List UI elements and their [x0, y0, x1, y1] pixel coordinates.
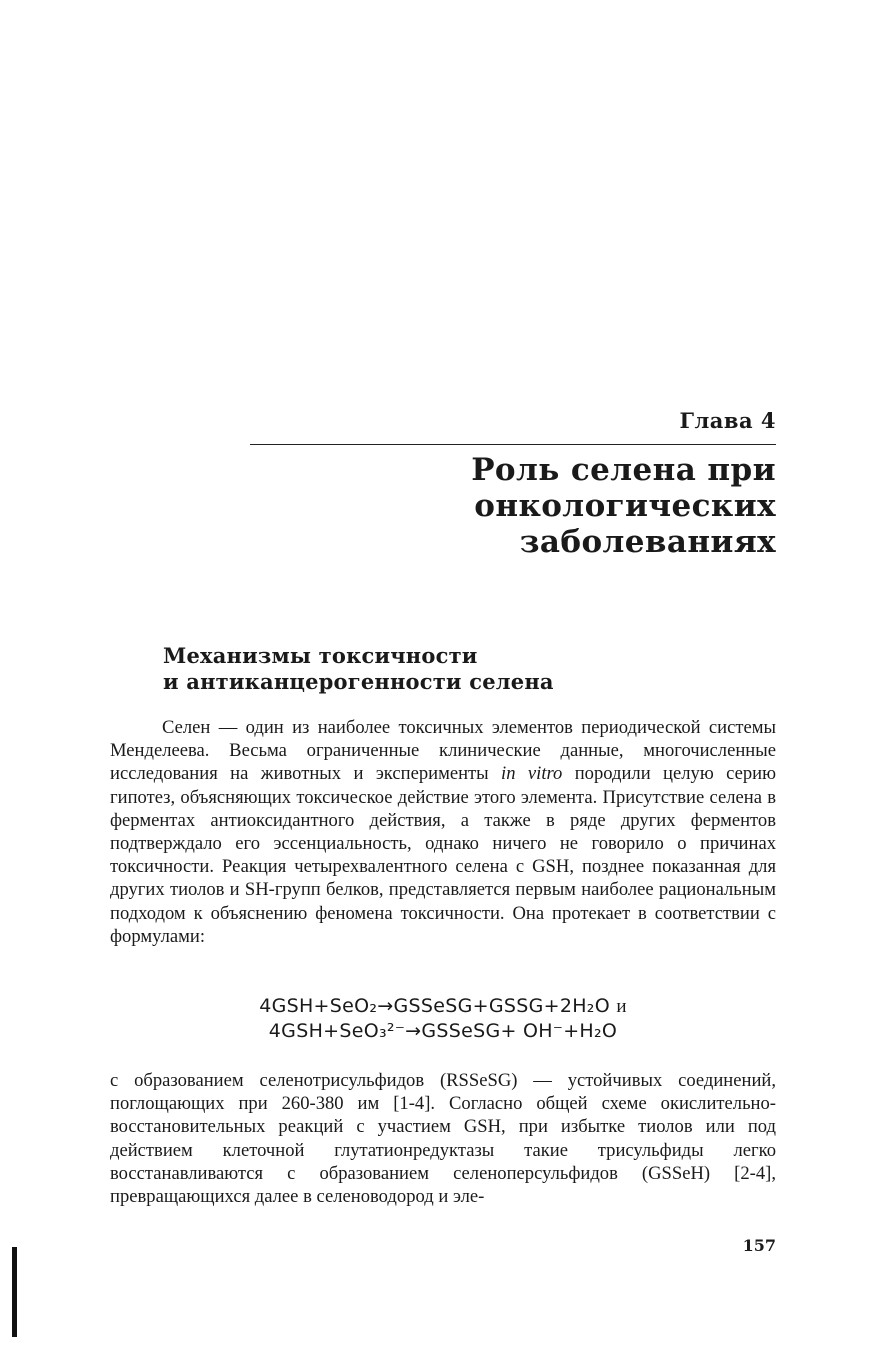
body-paragraph-2: с образованием селенотрисульфидов (RSSeSG) — устойчивых соединений, поглощающих при 260-380 им [1-4]. Согласно общей схеме окислительно-восстановительных реакций с участием GSH, при избытке тиолов или под действием клеточной глутатионредуктазы такие трисульфиды легко восстанавливаются с образованием селеноперсульфидов (GSSeH) [2-4], превращающихся далее в селеноводород и эле- — [110, 1070, 776, 1208]
paragraph-text: породили целую серию гипотез, объясняющих токсическое действие этого элемента. Присутствие селена в ферментах антиоксидантного действия, а также в ряде других ферментов подтверждало его эссенциальность, однако ничего не говорило о причинах токсичности. Реакция четырехвалентного селена с GSH, позднее показанная для других тиолов и SH-групп белков, представляется первым наиболее рациональным подходом к объяснению феномена токсичности. Она протекает в соответствии с формулами: — [110, 763, 776, 947]
page-number: 157 — [742, 1236, 776, 1255]
formula-text: 4GSH+SeO₂→GSSeSG+GSSG+2H₂O — [259, 995, 610, 1017]
section-title-line: и антиканцерогенности селена — [163, 669, 554, 694]
latin-term: in vitro — [501, 763, 563, 785]
chapter-label: Глава 4 — [679, 408, 776, 433]
formula-line-1 — [110, 994, 776, 1019]
section-title — [163, 643, 723, 695]
section-title-line: Механизмы токсичности — [163, 643, 478, 668]
chemical-formulas — [110, 994, 776, 1044]
chapter-title — [356, 452, 776, 560]
chapter-title-line: Роль селена при — [471, 452, 776, 488]
chapter-title-line: заболеваниях — [519, 524, 776, 560]
formula-conjunction: и — [616, 996, 627, 1017]
chapter-divider — [250, 444, 776, 445]
formula-line-2: 4GSH+SeO₃²⁻→GSSeSG+ OH⁻+H₂O — [268, 1020, 618, 1042]
scan-edge-mark — [12, 1247, 17, 1337]
paragraph-text: Селен — один из наиболее токсичных элементов периодической системы Менделеева. Весьма ограниченные клинические данные, многочисленные исследования на животных и эксперименты — [110, 717, 776, 785]
body-paragraph-1 — [110, 716, 776, 948]
chapter-title-line: онкологических — [474, 488, 776, 524]
